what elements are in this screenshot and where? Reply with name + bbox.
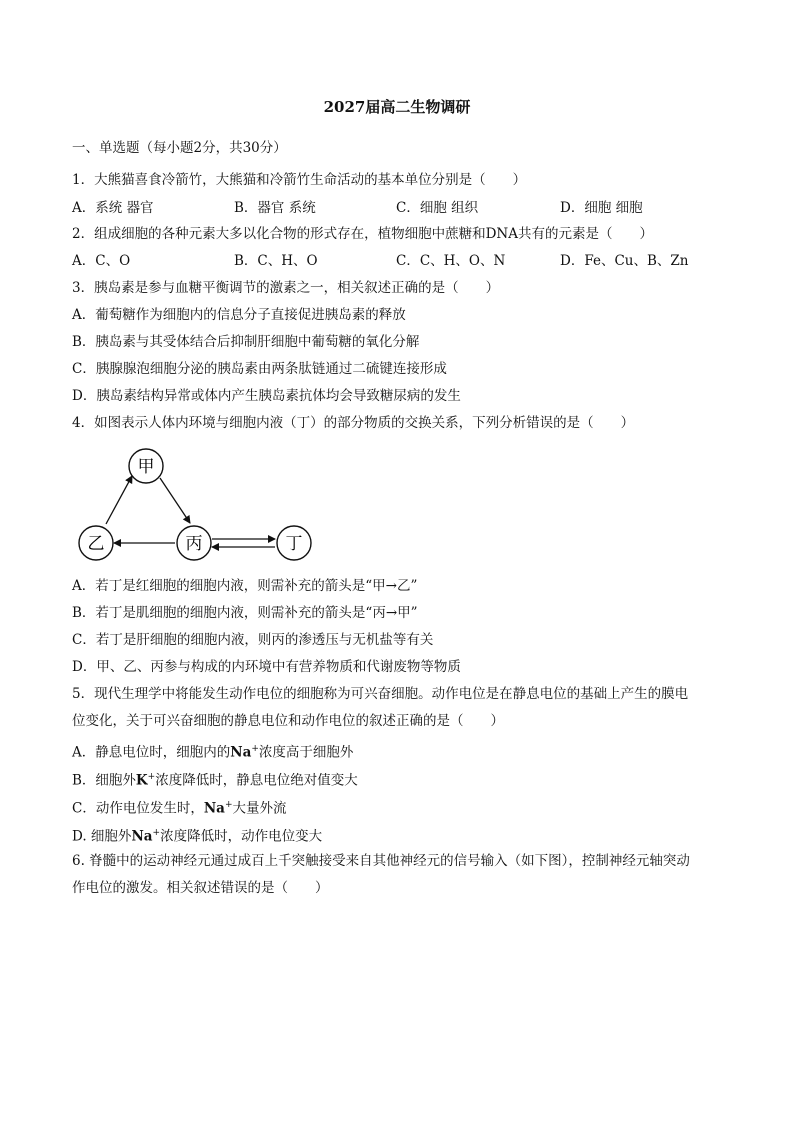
option-text-post: 浓度降低时，静息电位绝对值变大 xyxy=(155,772,358,789)
arrow-yi-to-jia xyxy=(106,476,132,524)
ion-charge: + xyxy=(152,828,161,838)
node-jia-label: 甲 xyxy=(137,457,155,477)
option-c: C．C、H、O、N xyxy=(396,253,506,269)
ion-symbol: Na xyxy=(230,744,252,761)
option-d: D．细胞 细胞 xyxy=(560,200,643,216)
exchange-diagram xyxy=(72,442,322,572)
option-c: C．细胞 组织 xyxy=(396,200,479,216)
option-c xyxy=(72,795,286,819)
node-yi-label: 乙 xyxy=(87,534,105,554)
ion-charge: + xyxy=(224,800,233,810)
option-b: B．胰岛素与其受体结合后抑制肝细胞中葡萄糖的氧化分解 xyxy=(72,334,420,350)
option-text-post: 浓度高于细胞外 xyxy=(258,744,354,761)
option-b xyxy=(72,767,358,791)
question-2-stem: 2．组成细胞的各种元素大多以化合物的形式存在，植物细胞中蔗糖和DNA共有的元素是（ ） xyxy=(72,226,653,242)
question-3-stem: 3．胰岛素是参与血糖平衡调节的激素之一，相关叙述正确的是（ ） xyxy=(72,280,500,296)
question-1-stem: 1．大熊猫喜食冷箭竹，大熊猫和冷箭竹生命活动的基本单位分别是（ ） xyxy=(72,172,527,188)
question-5-stem-line-1: 5．现代生理学中将能发生动作电位的细胞称为可兴奋细胞。动作电位是在静息电位的基础上产生的膜电 xyxy=(72,686,689,702)
ion-symbol: Na xyxy=(203,800,225,817)
option-a: A．C、O xyxy=(72,253,131,269)
option-d: D．胰岛素结构异常或体内产生胰岛素抗体均会导致糖尿病的发生 xyxy=(72,388,461,404)
option-text-pre: B．细胞外 xyxy=(72,772,136,789)
question-6-stem-line-1: 6. 脊髓中的运动神经元通过成百上千突触接受来自其他神经元的信号输入（如下图），控制神经元轴突动 xyxy=(72,853,690,869)
arrow-jia-to-bing xyxy=(160,478,190,523)
question-5-stem-line-2: 位变化，关于可兴奋细胞的静息电位和动作电位的叙述正确的是（ ） xyxy=(72,713,504,729)
option-d: D．Fe、Cu、B、Zn xyxy=(560,253,689,269)
option-a: A．系统 器官 xyxy=(72,200,154,216)
ion-charge: + xyxy=(147,772,156,782)
option-c: C．胰腺腺泡细胞分泌的胰岛素由两条肽链通过二硫键连接形成 xyxy=(72,361,447,377)
option-d xyxy=(72,823,322,847)
section-heading: 一、单选题（每小题2分，共30分） xyxy=(72,140,287,156)
option-b: B．C、H、O xyxy=(234,253,318,269)
option-text-pre: C．动作电位发生时， xyxy=(72,800,204,817)
option-b: B．器官 系统 xyxy=(234,200,316,216)
ion-symbol: Na xyxy=(131,828,153,845)
option-text-pre: A．静息电位时，细胞内的 xyxy=(72,744,231,761)
question-6-stem-line-2: 作电位的激发。相关叙述错误的是（ ） xyxy=(72,880,329,896)
option-a xyxy=(72,739,353,763)
ion-symbol: K xyxy=(135,772,148,789)
option-d: D．甲、乙、丙参与构成的内环境中有营养物质和代谢废物等物质 xyxy=(72,659,461,675)
option-c: C．若丁是肝细胞的细胞内液，则丙的渗透压与无机盐等有关 xyxy=(72,632,434,648)
node-ding-label: 丁 xyxy=(285,534,303,554)
question-4-stem: 4．如图表示人体内环境与细胞内液（丁）的部分物质的交换关系，下列分析错误的是（ ） xyxy=(72,415,635,431)
option-b: B．若丁是肌细胞的细胞内液，则需补充的箭头是“丙→甲” xyxy=(72,605,418,621)
option-text-pre: D. 细胞外 xyxy=(72,828,132,845)
ion-charge: + xyxy=(251,744,259,754)
option-text-post: 大量外流 xyxy=(232,800,287,817)
option-a: A．葡萄糖作为细胞内的信息分子直接促进胰岛素的释放 xyxy=(72,307,406,323)
option-a: A．若丁是红细胞的细胞内液，则需补充的箭头是“甲→乙” xyxy=(72,578,418,594)
page-title: 2027届高二生物调研 xyxy=(323,98,471,116)
node-bing-label: 丙 xyxy=(185,534,203,554)
option-text-post: 浓度降低时，动作电位变大 xyxy=(160,828,323,845)
